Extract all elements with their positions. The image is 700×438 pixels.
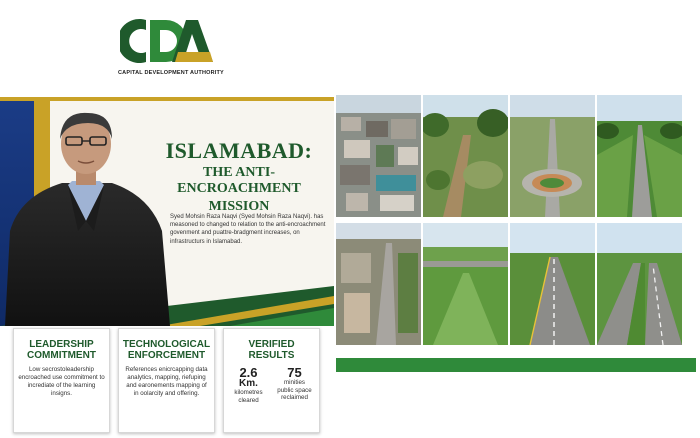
card-title-line: VERIFIED [248,339,295,350]
cda-logo-mark [120,16,214,66]
card-title-line: ENFORCEMENT [127,350,206,361]
cda-logo [118,16,224,86]
stat-label: public space reclaimed [277,386,312,401]
official-portrait [0,101,175,326]
headline-subtitle-2: MISSION [208,199,270,214]
card-text: Low secrostoleadership encroached use commitment to incrediate of the learning insigns. [18,366,105,397]
aerial-photo-roundabout [510,95,595,217]
card-title-line: COMMITMENT [27,350,96,361]
aerial-photo-expressway [597,223,682,345]
card-title-line: LEADERSHIP [29,339,94,350]
photo-grid [336,95,696,355]
hero-panel [0,101,334,326]
card-title [224,339,319,361]
stat-public-space [277,366,313,404]
aerial-photo-avenue [597,95,682,217]
stat-unit: Km. [239,378,258,389]
card-results [223,328,320,433]
card-text: References enicrcapping data analytics, mapping, riefuping and earonements mapping of in oolarcity and offering. [125,366,208,397]
intro-paragraph: Syed Mohsin Raza Naqvi (Syed Mohsin Raza Naqvi). has measoned to changed to relation to the anti-encroachment govenment and puattre-bradgment increases, on infrastructurs in Islamabad. [170,214,326,245]
card-leadership [13,328,110,433]
aerial-photo-highway [510,223,595,345]
headline [150,139,328,215]
stat-label: kilometres cleared [234,389,263,404]
aerial-photo-cleared-land [423,95,508,217]
aerial-photo-road-cleared [336,223,421,345]
aerial-photo-park [423,223,508,345]
card-title [119,339,214,361]
headline-title: ISLAMABAD: [165,138,313,163]
card-title-line: RESULTS [248,350,295,361]
card-title-line: TECHNOLOGICAL [122,339,211,350]
stat-value: 75 [287,365,302,380]
aerial-photo-market [336,95,421,217]
green-footer-rule [336,358,696,372]
headline-subtitle: THE ANTI-ENCROACHMENT [177,165,301,196]
stat-kilometres [231,366,267,404]
results-stats [224,366,319,404]
stat-value: 2.6 [239,365,258,380]
stat-unit: minities [284,379,305,386]
logo-subtitle: CAPITAL DEVELOPMENT AUTHORITY [118,70,224,76]
card-technology [118,328,215,433]
card-title [14,339,109,361]
